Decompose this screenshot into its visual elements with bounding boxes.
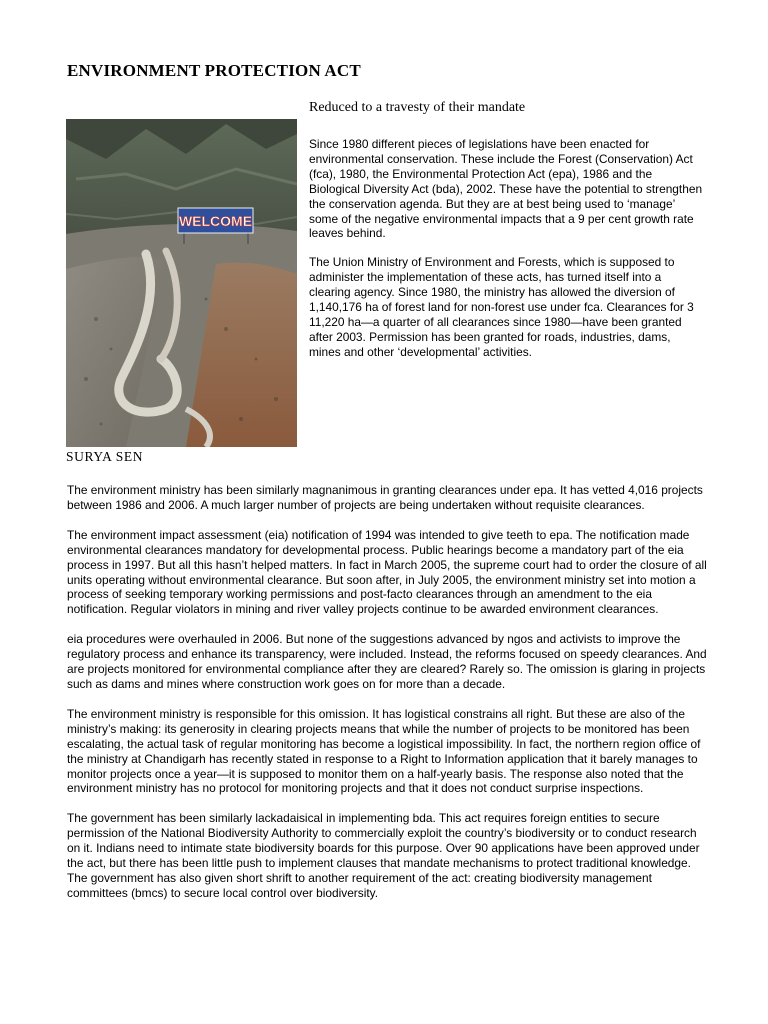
side-paragraph: Since 1980 different pieces of legislations have been enacted for environmental conservation. These include the Forest (Conservation) Act (fca), 1980, the Environmental Protection Act (epa), 1986 and the Biological Diversity Act (bda), 2002. These have the potential to strengthen the conservation agenda. But they are at best being used to ‘manage’ some of the negative environmental impacts that a 9 per cent growth rate leaves behind. [309,137,703,241]
document-title: ENVIRONMENT PROTECTION ACT [67,61,361,80]
article-subtitle: Reduced to a travesty of their mandate [309,100,526,115]
body-paragraph: The environment ministry is responsible for this omission. It has logistical constrains all right. But these are also of the ministry’s making: its generosity in clearing projects means that while the number of projects to be monitored has been escalating, the actual task of regular monitoring has become a logistical impossibility. In fact, the northern region office of the ministry at Chandigarh has recently stated in response to a Right to Information application that it barely manages to monitor projects once a year—it is supposed to monitor them on a half-yearly basis. The response also noted that the environment ministry has no protocol for monitoring projects and that it does not conduct surprise inspections. [67,706,701,796]
body-text [67,483,707,916]
photo-credit: SURYA SEN [66,449,144,464]
article-photo [66,119,297,447]
side-column [309,137,704,374]
body-paragraph: The government has been similarly lackadaisical in implementing bda. This act requires foreign entities to secure permission of the National Biodiversity Authority to commercially exploit the country’s biodiversity or to conduct research on it. Indians need to intimate state biodiversity boards for this purpose. Over 90 applications have been approved under the act, but there has been little push to implement clauses that mandate mechanisms to protect traditional knowledge. The government has also given short shrift to another requirement of the act: creating biodiversity management committees (bmcs) to secure local control over biodiversity. [67,811,700,900]
side-paragraph: The Union Ministry of Environment and Forests, which is supposed to administer the implementation of these acts, has turned itself into a clearing agency. Since 1980, the ministry has allowed the diversion of 1,140,176 ha of forest land for non-forest use under fca. Clearances for 3 11,220 ha—a quarter of all clearances since 1980—have been granted after 2003. Permission has been granted for roads, industries, dams, mines and other ‘developmental’ activities. [309,255,694,359]
welcome-sign [178,208,253,233]
body-paragraph: eia procedures were overhauled in 2006. But none of the suggestions advanced by ngos and activists to improve the regulatory process and enhance its transparency, were included. Instead, the reforms focused on speedy clearances. And are projects monitored for environmental compliance after they are cleared? Rarely so. The omission is glaring in projects such as dams and mines where construction work goes on for more than a decade. [67,632,707,691]
welcome-sign-text: WELCOME [178,213,253,229]
body-paragraph: The environment impact assessment (eia) notification of 1994 was intended to give teeth to epa. The notification made environmental clearances mandatory for developmental process. Public hearings become a mandatory part of the eia process in 1997. But all this hasn’t helped matters. In fact in March 2005, the supreme court had to order the closure of all units operating without environmental clearance. But soon after, in July 2005, the environment ministry set into motion a process of seeking temporary working permissions and post-facto clearances through an amendment to the eia notification. Regular violators in mining and river valley projects continue to be awarded environment clearances. [67,527,707,617]
body-paragraph: The environment ministry has been similarly magnanimous in granting clearances under epa. It has vetted 4,016 projects between 1986 and 2006. A much larger number of projects are being undertaken without requisite clearances. [67,483,703,512]
